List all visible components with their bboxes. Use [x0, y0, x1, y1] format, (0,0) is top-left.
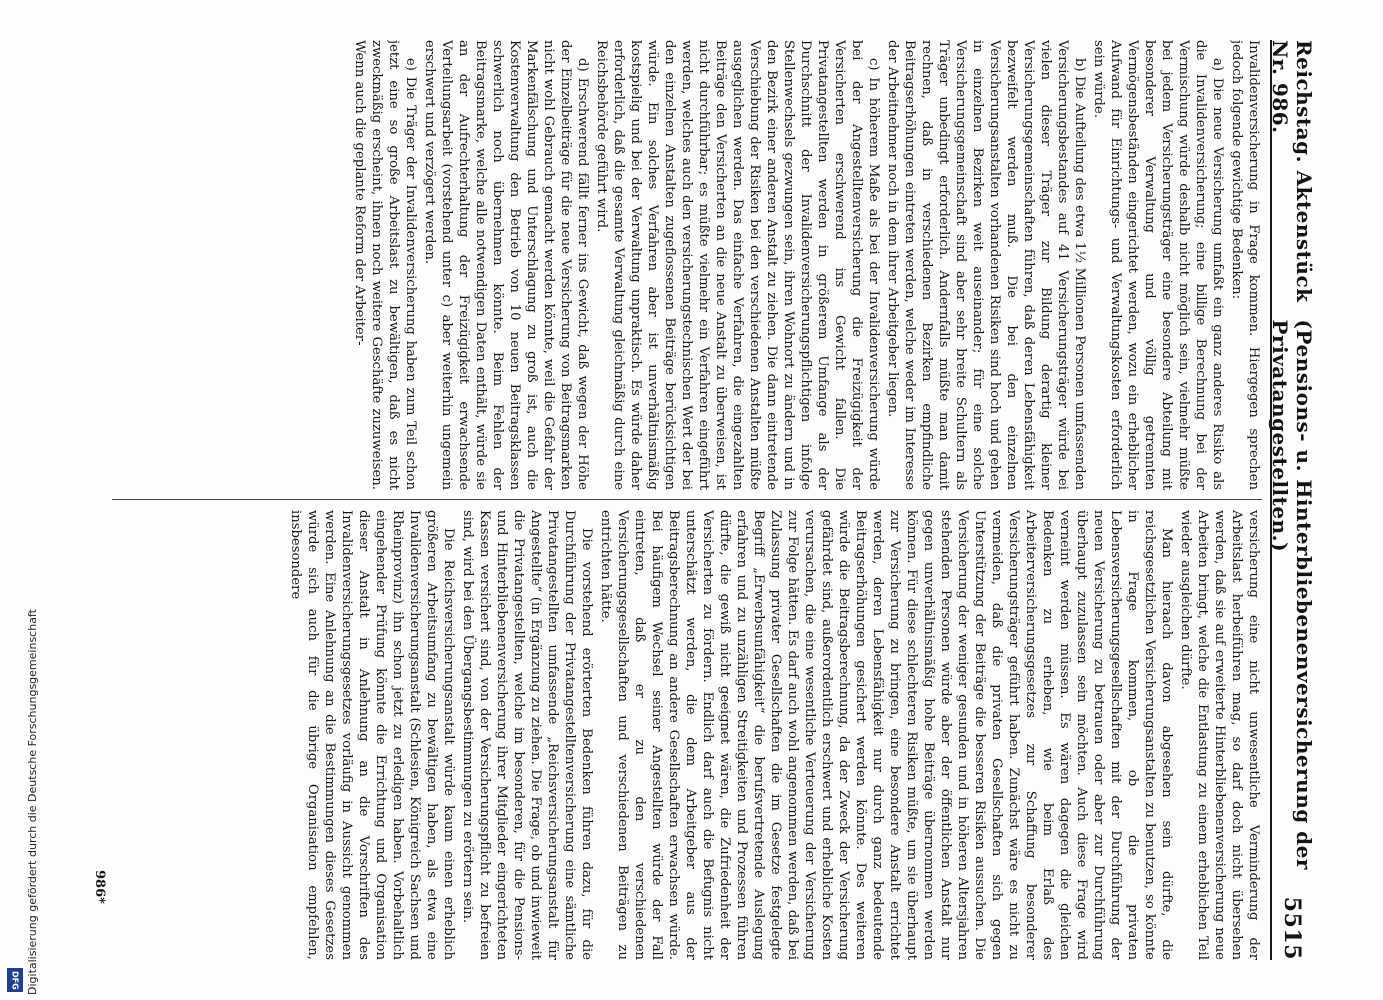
column-left	[112, 40, 1262, 490]
dfg-logo: DFG	[7, 968, 23, 992]
paragraph: d) Erschwerend fällt ferner ins Gewicht, daß wegen der Höhe der Einzelbeiträge für die neue Versicherung von Beitragsmarken nicht wohl Gebrauch gemacht werden könnte, weil die Gefahr der Markenfälschung und Unterschlagung zu groß ist, auch die Kostenverwaltung den Betrieb von 10 neuen Beitragsklassen schwerlich noch übernehmen könnte. Beim Fehlen der Beitragsmarke, welche alle notwendigen Daten enthält, würde sie an der Aufrechterhaltung der Freizügigkeit erwachsende Verteilungsarbeit (vorstehend unter c) aber weiterhin ungemein erschwert und verzögert werden.	[422, 40, 590, 490]
digitization-credit-text: Digitalisierung gefördert durch die Deutsche Forschungsgemeinschaft	[26, 609, 39, 995]
paragraph: Die vorstehend erörterten Bedenken führen dazu, für die Durchführung der Privatangestelltenversicherung eine sämtliche Privatangestellten umfassende „Reichsversicherungsanstalt für Angestellte“ (in Ergänzung zu ziehen. Die Frage, ob und inwieweit die Privatangestellten, welche im besonderen, für die Pensions- und Hinterbliebenenversicherung ihrer Mitglieder eingerichteten Kassen versichert sind, von der Versicherungspflicht zu befreien sind, wird bei den Übergangsbestimmungen zu erörtern sein.	[460, 510, 594, 960]
paragraph: Invalidenversicherung in Frage kommen. Hiergegen sprechen jedoch folgende gewichtige Bedenken:	[1229, 40, 1261, 490]
paragraph: e) Die Träger der Invalidenversicherung haben zum Teil schon jetzt eine so große Arbeitslast zu bewältigen, daß es nicht zweckmäßig erscheint, ihnen noch weitere Geschäfte zuzuweisen. Wenn auch die geplante Reform der Arbeiter-	[352, 40, 418, 490]
column-right	[112, 510, 1262, 960]
text-columns	[112, 40, 1262, 960]
rotated-document-page	[82, 0, 1322, 1000]
digitization-credit	[8, 0, 39, 1000]
paragraph: b) Die Aufteilung des etwa 1½ Millionen Personen umfassenden Versicherungsbestandes auf 41 Versicherungsträger würde bei vielen dieser Träger zur Bildung derartig kleiner Versicherungsgemeinschaften führen, daß deren Lebensfähigkeit bezweifelt werden muß. Die bei den einzelnen Versicherungsanstalten vorhandenen Risiken sind hoch und gehen in einzelnen Bezirken weit auseinander; für eine solche Versicherungsgemeinschaft sind aber sehr breite Schultern als Träger unbedingt erforderlich. Andernfalls müßte man damit rechnen, daß in verschiedenen Bezirken empfindliche Beitragserhöhungen eintreten werden, welche weder im Interesse der Arbeitnehmer noch in dem ihrer Arbeitgeber liegen.	[885, 40, 1087, 490]
paragraph: Man hieraach davon abgesehen sein dürfte, die reichsgesetzlichen Versicherungsanstalten zu benutzen, so könnte in Frage kommen, ob die privaten Lebensversicherungsgesellschaften mit der Durchführung der neuen Versicherung zu betrauen oder aber zur Durchführung überhaupt zuzulassen sein möchten. Auch diese Frage wird verneint werden müssen. Es wären dagegen die gleichen Bedenken zu erheben, wie beim Erlaß des Arbeiterversicherungsgesetzes zur Schaffung besonderer Versicherungsträger geführt haben. Zunächst wäre es nicht zu vermeiden, daß die privaten Gesellschaften sich gegen Unterstützung der Beiträge die besseren Risiken aussuchen. Die Versicherung der weniger gesunden und in höheren Altersjahren stehenden Personen würde aber der öffentlichen Anstalt nur gegen unverhältnismäßig hohe Beiträge übernommen werden können. Für diese schlechteren Risiken müßte, um sie überhaupt zur Versicherung zu bringen, eine besondere Anstalt errichtet werden, deren Lebensfähigkeit nur durch ganz bedeutende Beitragserhöhungen gesichert werden könnte. Des weiteren würde die Beitragsberechnung, da der Zweck der Versicherung gefährdet sind, außerordentlich erschwert und erhebliche Kosten verursachen, die eine wesentliche Verteuerung der Versicherung zur Folge hätten. Es darf auch wohl angenommen werden, daß bei Zulassung privater Gesellschaften die im Gesetze festgelegte Begriff „Erwerbsunfähigkeit“ die berufsvertretende Auslegung erfahren und zu unzähligen Streitigkeiten und Prozessen führen dürfte, die gewiß nicht geeignet wären, die Zufriedenheit der Versicherten zu fördern. Endlich darf auch die Befugnis nicht unterschätzt werden, die dem Arbeitgeber aus der Beitragsberechnung an andere Gesellschaften erwachsen würde. Bei häufigem Wechsel seiner Angestellten würde der Fall eintreten, daß er zu den verschiedenen Versicherungsgesellschaften und verschiedenen Beiträgen zu entrichten hätte.	[598, 510, 1174, 960]
header-title-left: Reichstag. Aktenstück Nr. 986.	[1268, 40, 1316, 303]
footer-mark: 986*	[92, 870, 107, 904]
page-header	[1268, 40, 1316, 960]
column-divider	[112, 499, 1262, 500]
paragraph: a) Die neue Versicherung umfaßt ein ganz anderes Risiko als die Invalidenversicherung; eine billige Berechnung bei der Vermischung würde deshalb nicht möglich sein, vielmehr müßte bei jedem Versicherungsträger eine besondere Abteilung mit besonderer Verwaltung und völlig getrennten Vermögensbeständen eingerichtet werden, wozu ein erheblicher Aufwand für Einrichtungs- und Verwaltungskosten erforderlich sein würde.	[1091, 40, 1225, 490]
page-number: 5515	[1279, 896, 1305, 960]
paragraph: Die Reichsversicherungsanstalt würde kaum einen erheblich größeren Arbeitsumfang zu bewältigen haben, als etwa eine Invalidenversicherungsanstalt (Schlesien, Königreich Sachsen und Rheinprovinz) ihn schon jetzt zu erledigen haben. Vorbehaltlich eingehender Prüfung könnte die Errichtung und Organisation dieser Anstalt in Anlehnung an die Vorschriften des Invalidenversicherungsgesetzes vorläufig in Aussicht genommen werden. Eine Anlehnung an die Bestimmungen dieses Gesetzes würde sich auch für die übrige Organisation empfehlen, insbesondere	[288, 510, 456, 960]
header-title-right: (Pensions- u. Hinterbliebenenversicherung der Privatangestellten.)	[1268, 319, 1316, 870]
paragraph: c) In höherem Maße als bei der Invalidenversicherung würde bei der Angestelltenversicherung die Freizügigkeit der Versicherten erschwerend ins Gewicht fallen. Die Privatangestellten werden in größerem Umfange als der Durchschnitt der Invalidenversicherungspflichtigen infolge Stellenwechsels gezwungen sein, ihren Wohnort zu ändern und in den Bezirk einer anderen Anstalt zu ziehen. Die dann eintretende Verschiebung der Risiken bei den verschiedenen Anstalten müßte ausgeglichen werden. Das einfache Verfahren, die eingezahlten Beiträge den Versicherten an die neue Anstalt zu überweisen, ist nicht durchführbar; es müßte vielmehr ein Verfahren eingeführt werden, welches auch den versicherungstechnischen Wert der bei den einzelnen Anstalten zugeflossenen Beiträge berücksichtigen würde. Ein solches Verfahren aber ist unverhältnismäßig kostspielig und bei der Verwaltung unpraktisch. Es würde daher erforderlich, daß die gesamte Verwaltung gleichmäßig durch eine Reichsbehörde geführt wird.	[594, 40, 881, 490]
paragraph: versicherung eine nicht unwesentliche Verminderung der Arbeitslast herbeiführen mag, so darf doch nicht übersehen werden, daß sie auf erweiterte Hinterbliebenenversicherung neue Arbeiten bringt, welche die Entlastung zu einem erheblichen Teil wieder ausgleichen dürfte.	[1178, 510, 1261, 960]
